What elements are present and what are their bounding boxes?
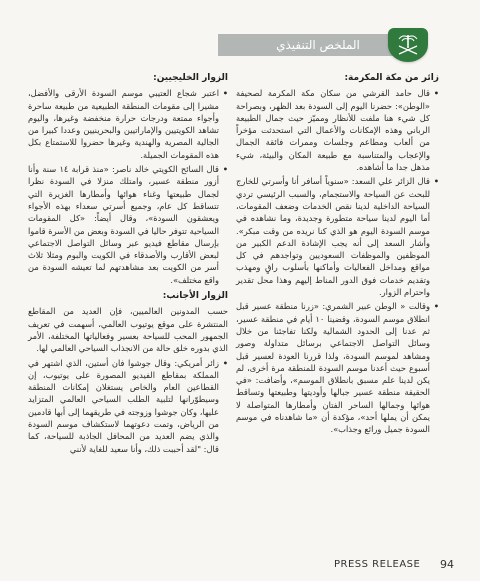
paragraph-item: • وقالت « الوطن عبير الشمري: «زرنا منطقة عسير قبل انطلاق موسم السودة، وقضينا ١٠ أيام في منطقة عسير، ثم عدنا إلى الحدود الشمالية ولكنا تفاجئنا من خلال وسائل التواصل الاجتماعي برسائل متداولة وصور ومشاهد لموسم السودة، ولذا قررنا العودة لعسير قبل أسبوع حيث أعدنا موسم السودة للمنطقة مرة أخرى، لم يكن لدينا علم مسبق بانطلاق الموسم»، وأضافت: «في الحقيقة منطقة عسير جبالها وأوديتها وطبيعتها وتساقط هوائها وجمالها الساحر الفتان وأمطارها المتواصلة لا يمكن أن يملها أحد»، مؤكدة أن «ما شاهدناه في موسم السودة جميل ورائع وجذاب». xyxy=(236,301,439,435)
paragraph-item: • زائر أمريكي: وقال جوشوا فان أستين، الذي اشتهر في المملكة بمقاطع الفيديو المصورة على يوتيوب، إن القطاعين العام والخاص يستغلان إمكانات المنطقة وسيطوّرانها لتلبية الطلب السياحي العالمي المتزايد عليها، وكان جوشوا وزوجته في طريقهما إلى أبها قادمين من الرياض، وتمت دعوتهما لاستكشاف موسم السودة والذي يضم العديد من المحافل الجاذبة للسياحة، كما قال: "لقد أحببت ذلك، وأنا سعيد للغاية لأنني xyxy=(28,357,228,454)
paragraph-item: • قال السائح الكويتي خالد ناصر: «منذ قرابة ١٤ سنة وأنا أزور منطقة عسير، وامتلك منزلا في السودة نظرا لجمال طبيعتها وغناء هوائها وأمطارها الغزيرة التي تتساقط كل عام، وجميع أسرتي سعداء بهذه الأجواء ويعشقون السودة»، وقال أيضاً: «كل المقومات السياحية تتوفر حاليا في السودة وبعض من الأسرة قاموا بإرسال مقاطع فيديو عبر وسائل التواصل الاجتماعي لبعض الأقارب والأصدقاء في الكويت والبوم ومثلا ثلاث أسر من الكويت بعد مشاهدتهم لما تعيشه السودة من واقع مختلف». xyxy=(28,164,228,285)
bullet-icon: • xyxy=(222,88,228,99)
bullet-icon: • xyxy=(433,88,439,99)
heading-gulf-visitors: الزوار الخليجيين: xyxy=(153,73,228,83)
heading-makkah-visitor: زائر من مكة المكرمة: xyxy=(344,73,439,83)
bullet-icon: • xyxy=(222,357,228,368)
page-number: 94 xyxy=(440,558,454,571)
emblem-logo-icon xyxy=(388,28,428,62)
paragraph-item: • اعتبر شجاع العتيبي موسم السودة الأرقى والأفضل، مشيرا إلى مقومات المنطقة الطبيعية من طبيعة ساحرة وأجواء ممتعة ودرجات حرارة منخفضة وغيرها، واليوم تشاهد الكويتيين والإماراتيين والبحرينيين وعددا كبيرا من الجالية المصرية والهندية وغيرها حضروا للاستمتاع بكل هذه المقومات الجميلة. xyxy=(28,88,228,160)
right-column xyxy=(236,72,439,438)
bullet-icon: • xyxy=(433,176,439,187)
bullet-icon: • xyxy=(433,301,439,312)
paragraph-intro: حسب المدونين العالميين، فإن العديد من المقاطع المنتشرة على موقع يوتيوب العالمي، أسهمت في تعريف الجمهور المحب للسياحة بعسير وفعالياتها المختلفة، الأمر الذي بدوره خلق حالة من الانجذاب السياحي العالمي لها. xyxy=(28,306,228,354)
heading-foreign-visitors: الزوار الأجانب: xyxy=(162,291,228,302)
footer-label: PRESS RELEASE xyxy=(334,559,421,570)
bullet-icon: • xyxy=(222,164,228,175)
palm-swords-icon xyxy=(393,32,423,58)
paragraph-item: • قال حامد القرشي من سكان مكة المكرمة لصحيفة «الوطن»: حضرنا اليوم إلى السودة بعد الظهر، وبصراحة كل شيء هنا ملفت للأنظار ومميّز حيث جمال الطبيعة الرباني وهذه الإمكانات والأعمال التي استحدثت مؤخراً من ألعاب ومطاعم وجلسات وممرات فائقة الجمال والإعجاب والمتناسبة مع طبيعة المكان والبيئة، شيء مذهل جدا ما أشاهده. xyxy=(236,88,439,173)
paragraph-item: • قال الزائر علي السعد: «سنوياً أسافر أنا وأسرتي للخارج للبحث عن السياحة والاستجمام، والسبب الرئيسي تردي السياحة الداخلية لدينا نقص الخدمات وضعف المقومات، أما اليوم لدينا سياحة متطورة وجديدة، وما نشاهده في موسم السودة اليوم هو الذي كنا نريده من وقت مبكر». وأشار السعد إلى أنه يجب الإشادة الدعم الكبير من الموظفين والموظفات السعوديين وتواجدهم في كل مواقع ومداخل الفعاليات وأماكنها بأسلوب راقٍ ومهذب وتقديم خدمات فوق الدور المناط إليهم وهذا محل تقدير واحترام الزوار. xyxy=(236,176,439,298)
section-title: الملخص التنفيذي xyxy=(276,38,360,52)
page-footer xyxy=(334,558,454,571)
left-column xyxy=(28,72,228,457)
